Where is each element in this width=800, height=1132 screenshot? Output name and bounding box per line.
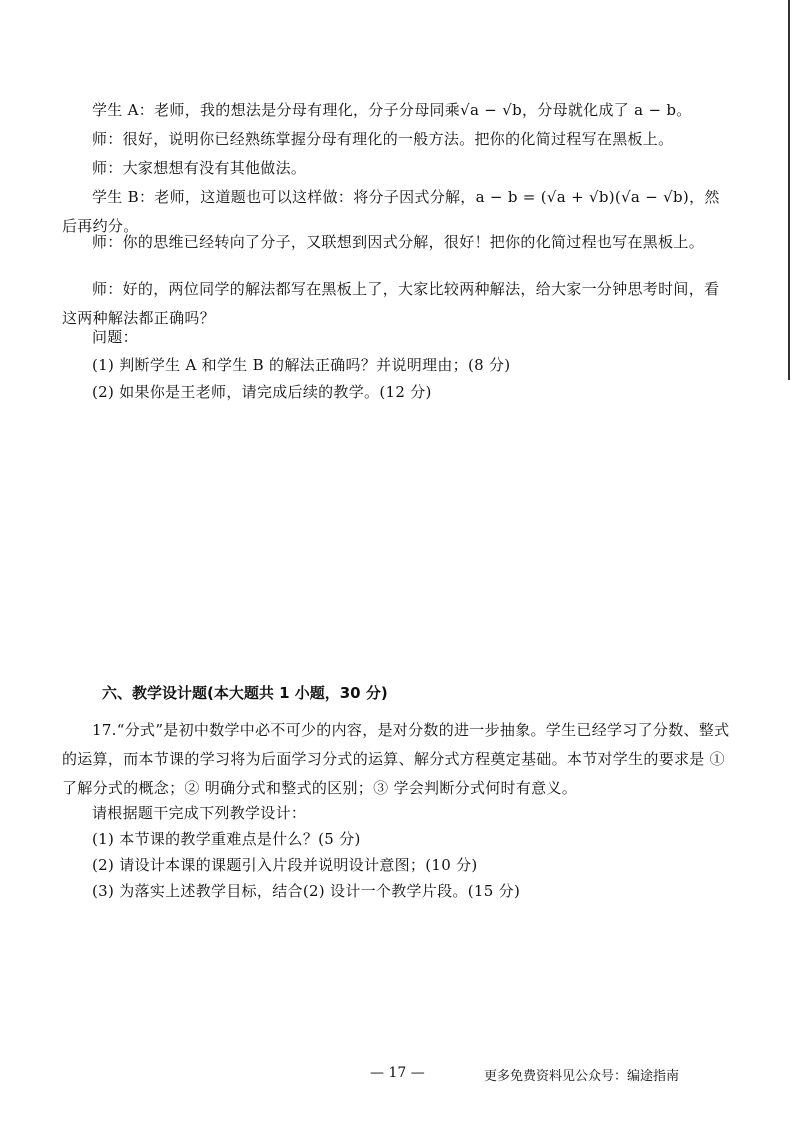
dialogue-teacher-4: 师：好的，两位同学的解法都写在黑板上了，大家比较两种解法，给大家一分钟思考时间，看这两种解法都正确吗？: [62, 280, 720, 327]
dialogue-student-a: 学生 A：老师，我的想法是分母有理化，分子分母同乘√a − √b，分母就化成了 a − b。: [92, 101, 692, 119]
question-1: (1) 判断学生 A 和学生 B 的解法正确吗？并说明理由；(8 分): [92, 356, 511, 374]
question-17-stem: 17.“分式”是初中数学中必不可少的内容，是对分数的进一步抽象。学生已经学习了分数、整式的运算，而本节课的学习将为后面学习分式的运算、解分式方程奠定基础。本节对学生的要求是 ① 了解分式的概念；② 明确分式和整式的区别；③ 学会判断分式何时有意义。: [62, 721, 730, 797]
dialogue-teacher-1: 师：很好，说明你已经熟练掌握分母有理化的一般方法。把你的化简过程写在黑板上。: [92, 130, 674, 148]
questions-label: 问题：: [92, 328, 138, 346]
question-17-item-2: (2) 请设计本课的课题引入片段并说明设计意图；(10 分): [92, 856, 478, 874]
question-17-item-3: (3) 为落实上述教学目标，结合(2) 设计一个教学片段。(15 分): [92, 882, 521, 900]
dialogue-teacher-2: 师：大家想想有没有其他做法。: [92, 159, 307, 177]
footer-note: 更多免费资料见公众号：编途指南: [484, 1069, 680, 1084]
dialogue-teacher-3: 师：你的思维已经转向了分子，又联想到因式分解，很好！把你的化简过程也写在黑板上。: [92, 233, 705, 251]
scan-edge-line: [788, 0, 790, 380]
page-number: — 17 —: [370, 1065, 425, 1081]
question-17-item-1: (1) 本节课的教学重难点是什么？(5 分): [92, 830, 361, 848]
dialogue-student-b: 学生 B：老师，这道题也可以这样做：将分子因式分解，a − b = (√a + √b)(√a − √b)，然后再约分。: [62, 188, 720, 235]
question-2: (2) 如果你是王老师，请完成后续的教学。(12 分): [92, 383, 432, 401]
section-6-title: 六、教学设计题(本大题共 1 小题，30 分): [102, 684, 388, 702]
question-17-instruction: 请根据题干完成下列教学设计：: [92, 804, 307, 822]
